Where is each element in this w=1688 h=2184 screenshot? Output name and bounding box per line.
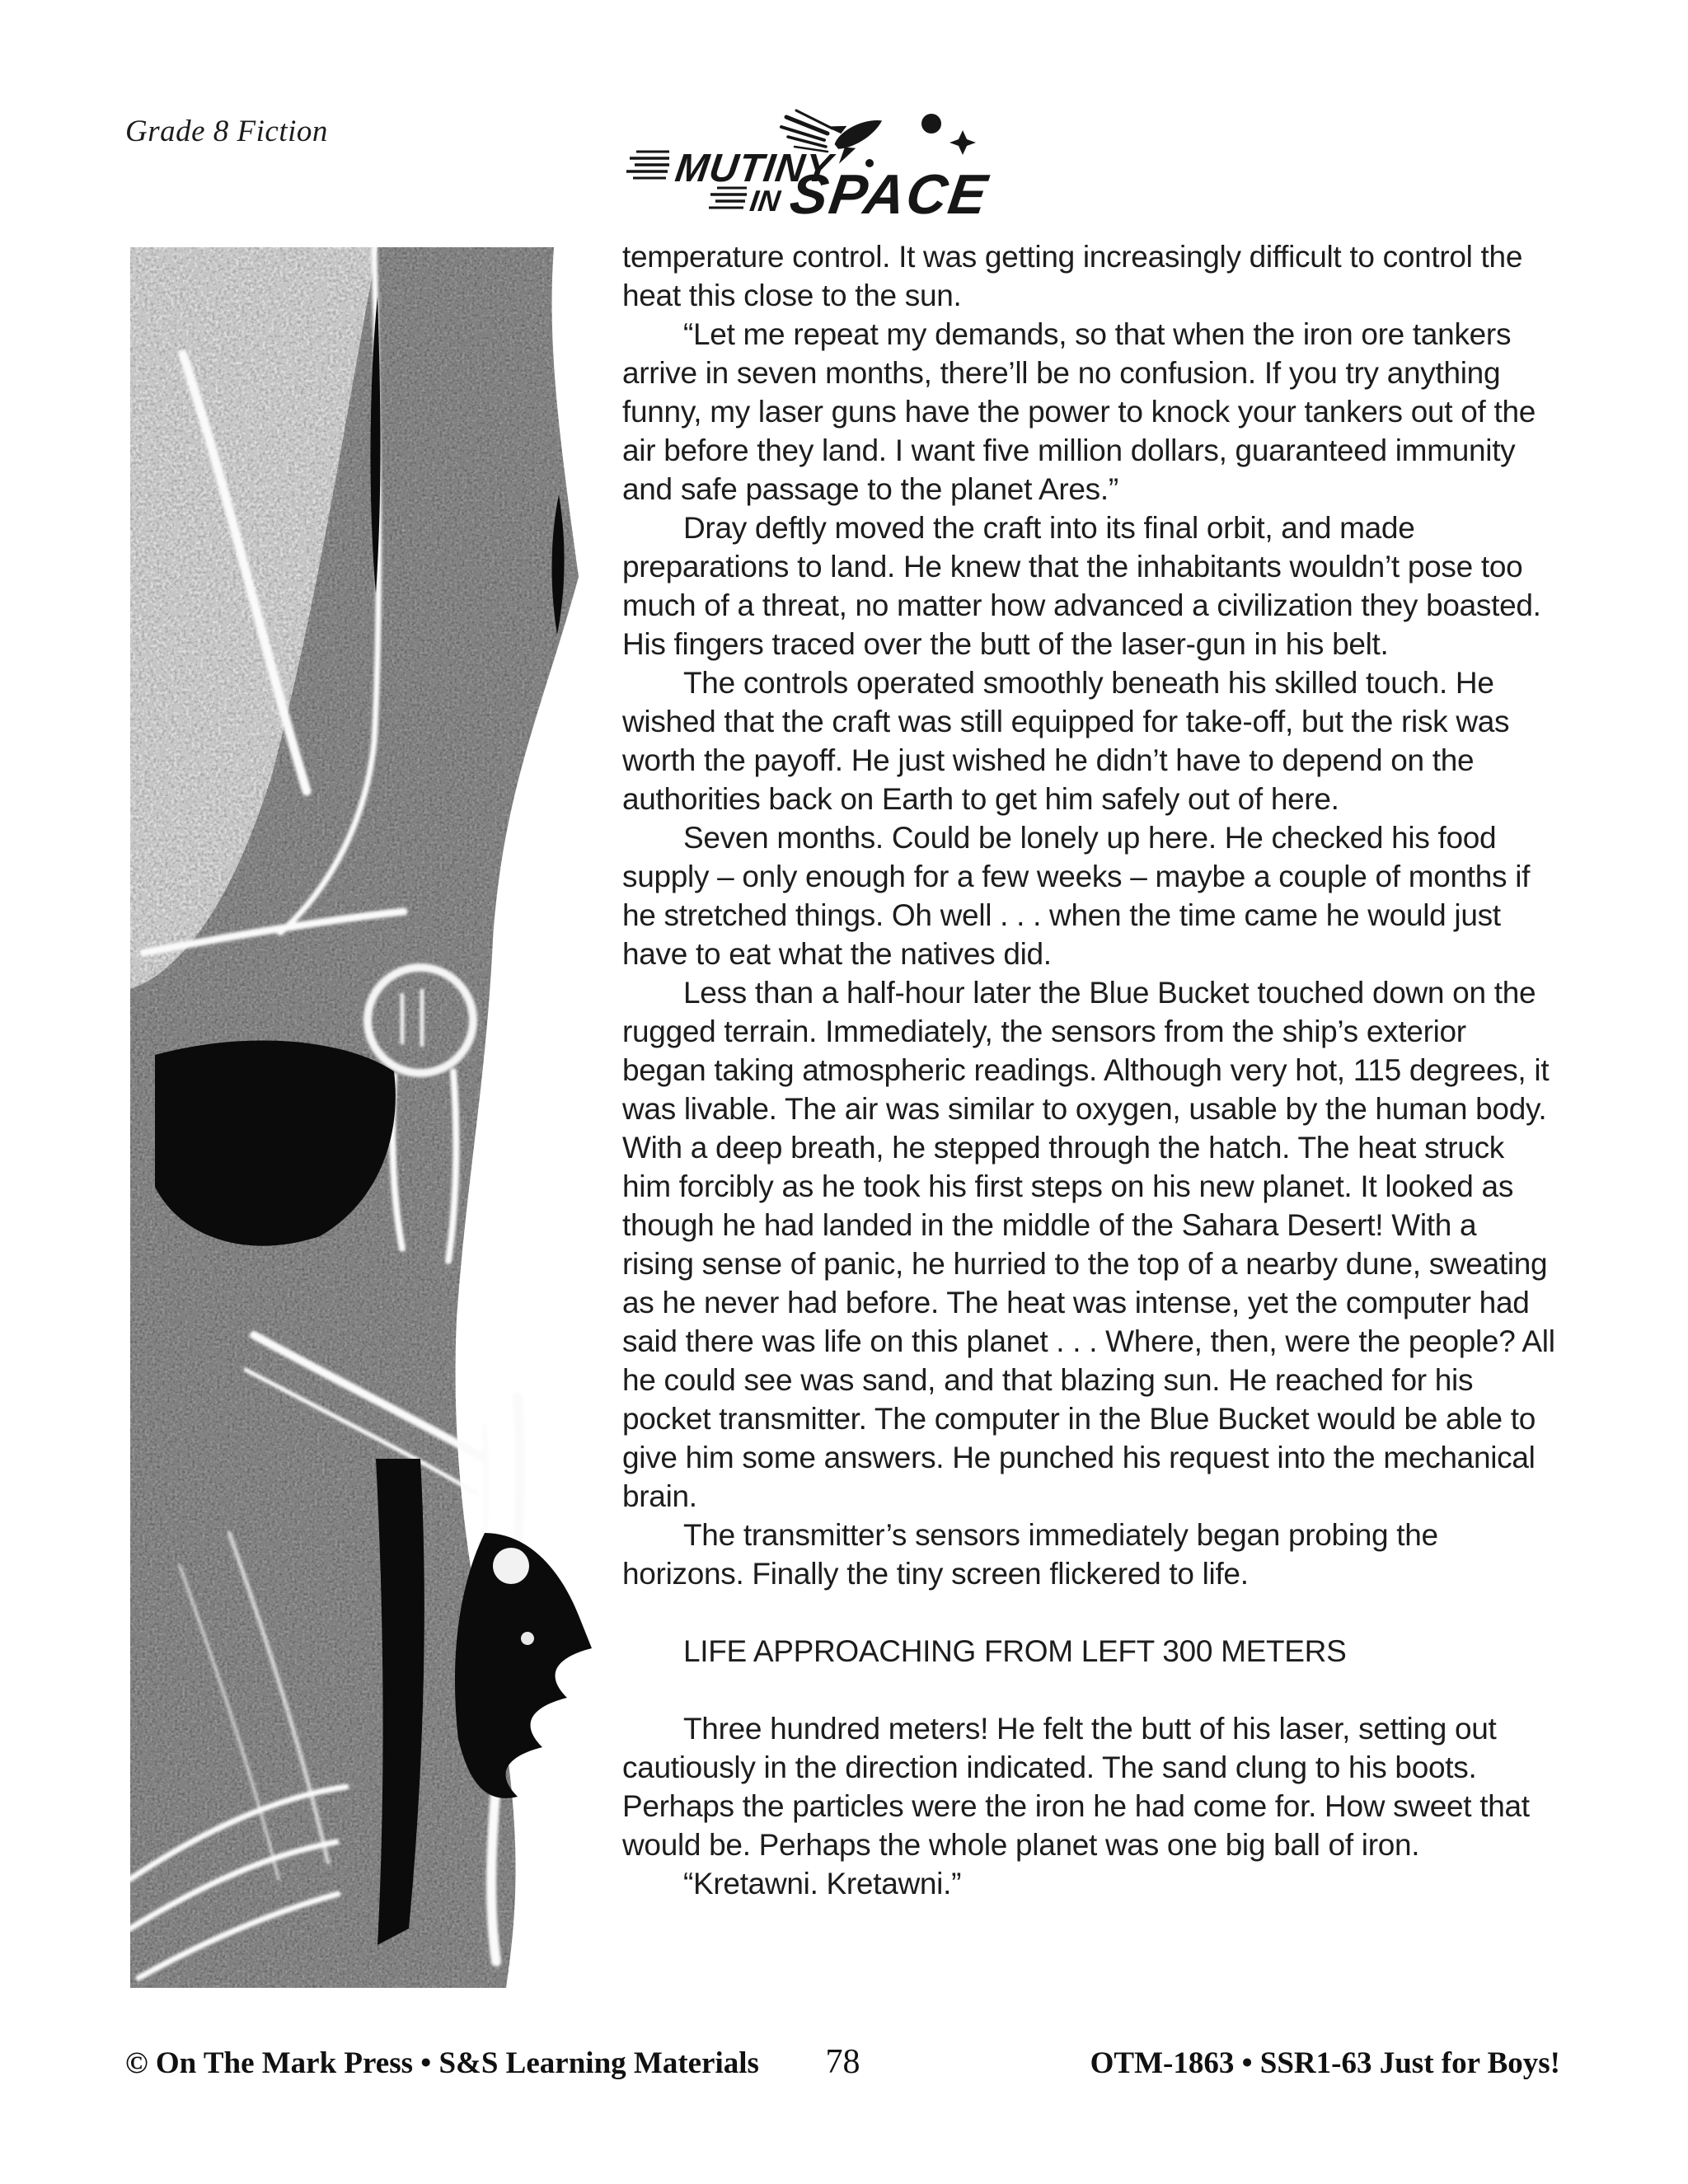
- page-footer: [125, 2043, 1560, 2095]
- rocket-icon: [824, 109, 891, 164]
- logo-word-space: SPACE: [786, 163, 992, 226]
- story-paragraph: The transmitter’s sensors immediately began probing the horizons. Finally the tiny screen flickered to life.: [622, 1518, 1438, 1591]
- mutiny-in-space-logo: [625, 109, 1020, 226]
- page-number: 78: [825, 2043, 860, 2081]
- story-paragraph: The controls operated smoothly beneath his skilled touch. He wished that the craft was still equipped for take-off, but the risk was worth the payoff. He just wished he didn’t have to depend on the authorities back on Earth to get him safely out of here.: [622, 666, 1510, 816]
- footer-publisher: © On The Mark Press • S&S Learning Materials: [125, 2046, 759, 2080]
- speed-lines-icon: [709, 188, 747, 208]
- story-paragraph: Three hundred meters! He felt the butt of his laser, setting out cautiously in the direction indicated. The sand clung to his boots. Perhaps the particles were the iron he had come for. How sweet that would be. Perhaps the whole planet was one big ball of iron.: [622, 1712, 1530, 1862]
- logo-word-mutiny: MUTINY: [673, 146, 836, 190]
- speed-lines-icon: [626, 152, 669, 178]
- story-paragraph: “Let me repeat my demands, so that when the iron ore tankers arrive in seven months, there’ll be no confusion. If you try anything funny, my laser guns have the power to knock your tankers out of the air before they land. I want five million dollars, guaranteed immunity and safe passage to the planet Ares.”: [622, 317, 1536, 506]
- story-text: [622, 237, 1555, 1903]
- story-illustration: [130, 247, 592, 1988]
- story-paragraph: Dray deftly moved the craft into its final orbit, and made preparations to land. He knew that the inhabitants wouldn’t pose too much of a threat, no matter how advanced a civilization they boasted. His fingers traced over the butt of the laser-gun in his belt.: [622, 511, 1541, 661]
- transmitter-message: LIFE APPROACHING FROM LEFT 300 METERS: [683, 1634, 1347, 1668]
- story-paragraph: temperature control. It was getting increasingly difficult to control the heat this close to the sun.: [622, 240, 1523, 312]
- planet-dot-icon: [921, 114, 941, 134]
- story-paragraph: Less than a half-hour later the Blue Bucket touched down on the rugged terrain. Immediately, the sensors from the ship’s exterior began taking atmospheric readings. Although very hot, 115 degrees, it was livable. The air was similar to oxygen, usable by the human body. With a deep breath, he stepped through the hatch. The heat struck him forcibly as he took his first steps on his new planet. It looked as though he had landed in the middle of the Sahara Desert! With a rising sense of panic, he hurried to the top of a nearby dune, sweating as he never had before. The heat was intense, yet the computer had said there was life on this planet . . . Where, then, were the people? All he could see was sand, and that blazing sun. He reached for his pocket transmitter. The computer in the Blue Bucket would be able to give him some answers. He punched his request into the mechanical brain.: [622, 976, 1555, 1513]
- logo-word-in: IN: [748, 184, 783, 218]
- star-sparkle-icon: [950, 130, 976, 155]
- story-paragraph: “Kretawni. Kretawni.”: [683, 1867, 962, 1900]
- footer-product-code: OTM-1863 • SSR1-63 Just for Boys!: [1090, 2046, 1560, 2080]
- grade-label: Grade 8 Fiction: [125, 115, 328, 148]
- story-paragraph: Seven months. Could be lonely up here. He checked his food supply – only enough for a few weeks – maybe a couple of months if he stretched things. Oh well . . . when the time came he would just have to eat what the natives did.: [622, 821, 1531, 971]
